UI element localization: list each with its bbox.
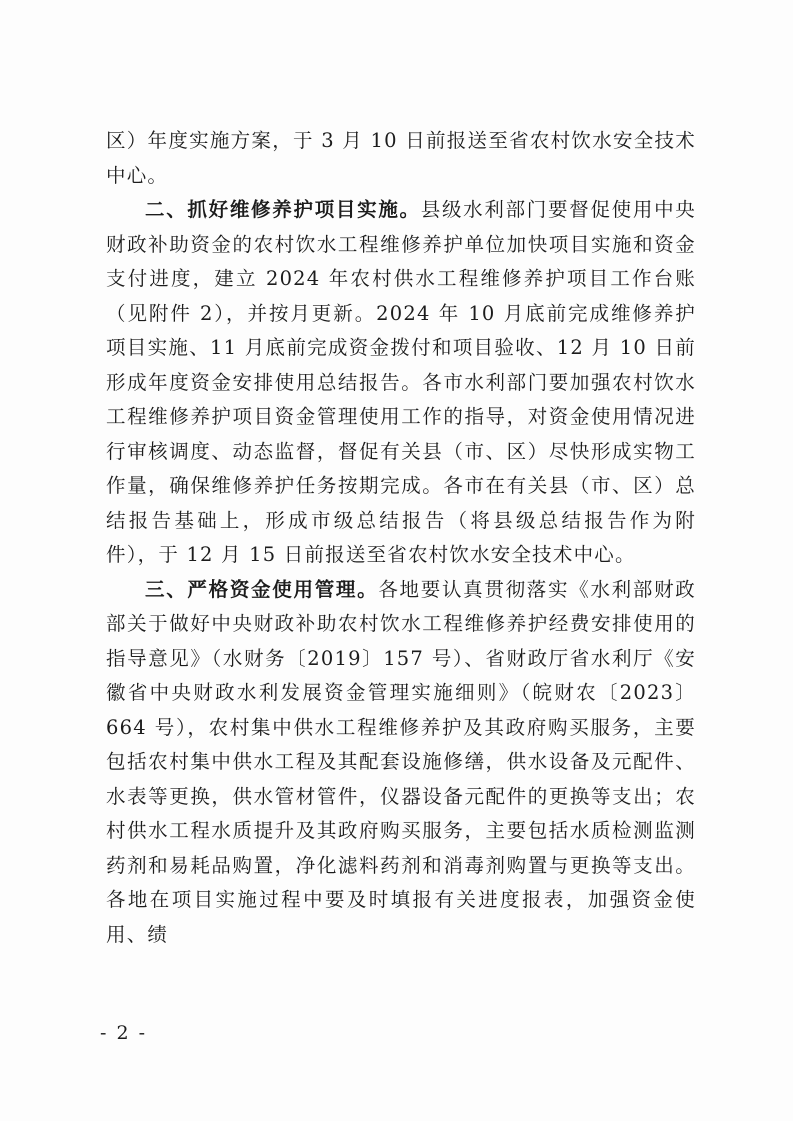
- paragraph-2-text: 县级水利部门要督促使用中央财政补助资金的农村饮水工程维修养护单位加快项目实施和资金支付进度，建立 2024 年农村供水工程维修养护项目工作台账（见附件 2），并按月更新。2024 年 10 月底前完成维修养护项目实施、11 月底前完成资金拨付和项目验收、12 月 10 日前形成年度资金安排使用总结报告。各市水利部门要加强农村饮水工程维修养护项目资金管理使用工作的指导，对资金使用情况进行审核调度、动态监督，督促有关县（市、区）尽快形成实物工作量，确保维修养护任务按期完成。各市在有关县（市、区）总结报告基础上，形成市级总结报告（将县级总结报告作为附件），于 12 月 15 日前报送至省农村饮水安全技术中心。: [106, 198, 696, 566]
- paragraph-3-text: 各地要认真贯彻落实《水利部财政部关于做好中央财政补助农村饮水工程维修养护经费安排使用的指导意见》（水财务〔2019〕157 号）、省财政厅省水利厅《安徽省中央财政水利发展资金管理实施细则》（皖财农〔2023〕664 号），农村集中供水工程维修养护及其政府购买服务，主要包括农村集中供水工程及其配套设施修缮，供水设备及元配件、水表等更换，供水管材管件，仪器设备元配件的更换等支出；农村供水工程水质提升及其政府购买服务，主要包括水质检测监测药剂和易耗品购置，净化滤料药剂和消毒剂购置与更换等支出。各地在项目实施过程中要及时填报有关进度报表，加强资金使用、绩: [106, 577, 696, 946]
- paragraph-2: [106, 193, 696, 573]
- page-number: - 2 -: [100, 1022, 148, 1044]
- paragraph-1: [106, 124, 696, 193]
- section-heading-3: 三、严格资金使用管理。: [145, 577, 379, 601]
- body-text: [106, 124, 696, 952]
- paragraph-1-text: 区）年度实施方案，于 3 月 10 日前报送至省农村饮水安全技术中心。: [106, 129, 696, 187]
- section-heading-2: 二、抓好维修养护项目实施。: [145, 198, 421, 221]
- paragraph-3: [106, 573, 696, 953]
